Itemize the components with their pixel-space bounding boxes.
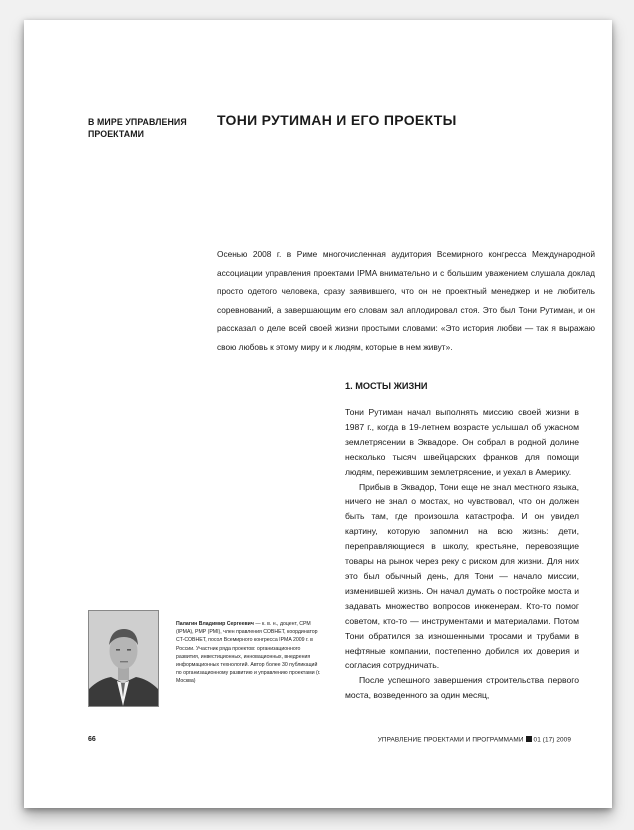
body-paragraph-1: Тони Рутиман начал выполнять миссию своей жизни в 1987 г., когда в 19-летнем возрасте услышал об ужасном землетрясении в Эквадоре. Он собрал в родной долине несколько тысяч швейцарских франков для помощи людям, пережившим землетрясение, и уехал в Америку.: [345, 407, 579, 477]
author-portrait-icon: [89, 611, 158, 706]
author-name: Палагин Владимир Сергеевич: [176, 621, 254, 627]
intro-block: [217, 245, 595, 356]
running-footer: [378, 736, 571, 744]
issue-number: 01 (17) 2009: [533, 736, 571, 744]
journal-name: УПРАВЛЕНИЕ ПРОЕКТАМИ И ПРОГРАММАМИ: [377, 736, 524, 744]
square-bullet-icon: [526, 736, 532, 742]
body-paragraph-2: Прибыв в Эквадор, Тони еще не знал местного языка, ничего не знал о мостах, но чувствовал, что он должен быть там, где произошла катастрофа. И он увидел картину, которую запомнил на всю жизнь: дети, переправляющиеся в школу, крестьяне, перевозящие товары на рынок через реку с риском для жизни. Для них это был обычный день, для Тони — начало миссии, изменившей жизнь. Он начал думать о постройке моста и задавать множество вопросов инженерам. Кто-то помог советом, кто-то — инструментами и материалами. Потом Тони обратился за изношенными тросами и трубами в нефтяные компании, постепенно добился их доверия и согласия сотрудничать.: [345, 481, 579, 671]
body-column: [345, 405, 579, 703]
intro-paragraph: Осенью 2008 г. в Риме многочисленная аудитория Всемирного конгресса Международной ассоциации управления проектами IPMA внимательно и с большим уважением слушала доклад просто одетого человека, сразу заявившего, что он не проектный менеджер и не любитель соревнований, а завершающим его словам зал аплодировал стоя. Это был Тони Рутиман, и он рассказал о деле всей своей жизни простыми словами: «Это история любви — так я выражаю свою любовь к этому миру и к людям, которые в нем живут».: [217, 249, 595, 352]
author-description: — к. в. н., доцент, CPM (IPMA), PMP (PMI), член правления СОВНЕТ, координатор CT-СОВНЕТ, посол Всемирного конгресса IPMA 2009 г. в России. Участник ряда проектов: организационного развития, инвестиционных, инновационных, внедрения информационных технологий. Автор более 30 публикаций по организационному развитию и управлению проектами (г. Москва): [176, 621, 321, 685]
page-number: 66: [88, 736, 96, 743]
section-label: В МИРЕ УПРАВЛЕНИЯ ПРОЕКТАМИ: [88, 117, 187, 139]
article-title: ТОНИ РУТИМАН И ЕГО ПРОЕКТЫ: [217, 112, 457, 128]
author-bio: [176, 620, 323, 686]
author-photo: [88, 610, 159, 707]
section-heading: 1. МОСТЫ ЖИЗНИ: [345, 381, 428, 391]
magazine-page: [24, 20, 612, 808]
body-paragraph-3: После успешного завершения строительства первого моста, возведенного за один месяц,: [345, 675, 579, 701]
